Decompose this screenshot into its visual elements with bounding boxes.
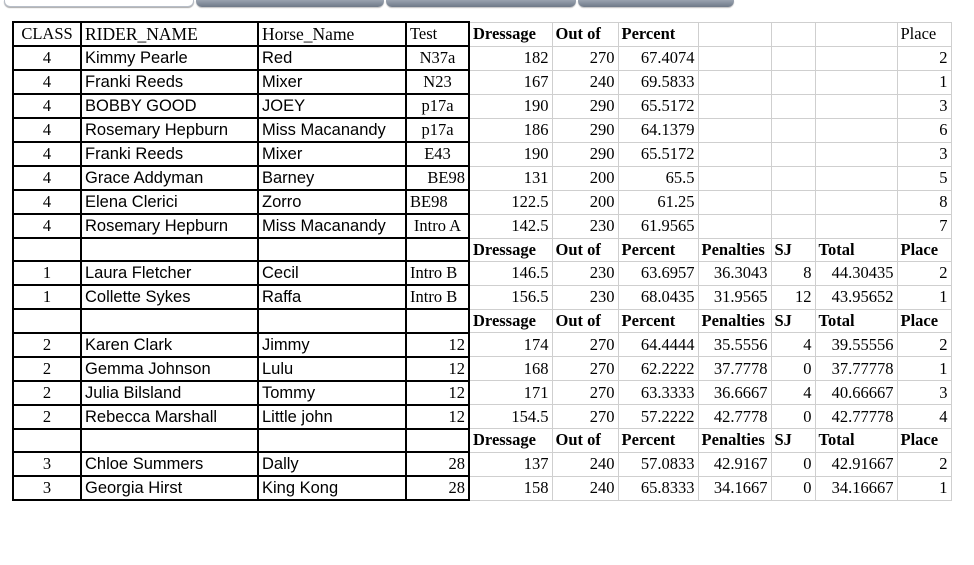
cell-sj[interactable] xyxy=(771,70,815,94)
cell-class[interactable]: 1 xyxy=(13,261,81,285)
cell-percent[interactable]: 62.2222 xyxy=(618,357,698,381)
cell-rider-name[interactable]: Elena Clerici xyxy=(81,190,258,214)
cell-penalties[interactable]: Penalties xyxy=(698,238,771,261)
cell-sj[interactable]: 4 xyxy=(771,333,815,357)
cell-out-of[interactable]: Out of xyxy=(552,238,618,261)
cell-out-of[interactable]: 290 xyxy=(552,142,618,166)
cell-place[interactable]: 3 xyxy=(897,94,951,118)
table-row xyxy=(13,285,951,309)
cell-total[interactable]: 43.95652 xyxy=(815,285,897,309)
cell-sj[interactable] xyxy=(771,118,815,142)
cell-class[interactable]: 4 xyxy=(13,94,81,118)
cell-dressage[interactable]: 182 xyxy=(469,46,552,70)
cell-rider-name[interactable]: BOBBY GOOD xyxy=(81,94,258,118)
cell-dressage[interactable]: 186 xyxy=(469,118,552,142)
cell-sj[interactable]: SJ xyxy=(771,429,815,452)
cell-test[interactable]: N23 xyxy=(406,70,469,94)
cell-dressage[interactable]: 122.5 xyxy=(469,190,552,214)
cell-out-of[interactable]: 230 xyxy=(552,261,618,285)
table-row xyxy=(13,118,951,142)
cell-sj[interactable]: 8 xyxy=(771,261,815,285)
cell-test[interactable]: 12 xyxy=(406,333,469,357)
cell-horse-name[interactable] xyxy=(258,309,406,332)
cell-place[interactable]: 5 xyxy=(897,166,951,190)
cell-class[interactable]: 2 xyxy=(13,357,81,381)
cell-dressage[interactable]: 190 xyxy=(469,142,552,166)
cell-class[interactable]: 2 xyxy=(13,381,81,405)
cell-out-of[interactable]: 230 xyxy=(552,285,618,309)
cell-test[interactable]: Test xyxy=(406,22,469,46)
cell-horse-name[interactable]: Mixer xyxy=(258,142,406,166)
cell-sj[interactable] xyxy=(771,22,815,46)
cell-place[interactable]: 3 xyxy=(897,381,951,405)
cell-rider-name[interactable] xyxy=(81,309,258,332)
cell-place[interactable]: 8 xyxy=(897,190,951,214)
cell-horse-name[interactable]: Mixer xyxy=(258,70,406,94)
cell-place[interactable]: Place xyxy=(897,429,951,452)
cell-dressage[interactable]: 137 xyxy=(469,452,552,476)
cell-horse-name[interactable]: King Kong xyxy=(258,476,406,500)
cell-total[interactable]: 44.30435 xyxy=(815,261,897,285)
cell-class[interactable]: 1 xyxy=(13,285,81,309)
cell-sj[interactable]: SJ xyxy=(771,309,815,332)
sheet-tab[interactable] xyxy=(578,0,734,7)
cell-place[interactable]: Place xyxy=(897,238,951,261)
cell-out-of[interactable]: Out of xyxy=(552,429,618,452)
cell-horse-name[interactable]: Red xyxy=(258,46,406,70)
table-row xyxy=(13,261,951,285)
cell-penalties[interactable] xyxy=(698,166,771,190)
cell-class[interactable] xyxy=(13,238,81,261)
cell-class[interactable]: 3 xyxy=(13,452,81,476)
cell-out-of[interactable]: 240 xyxy=(552,452,618,476)
cell-total[interactable] xyxy=(815,46,897,70)
cell-horse-name[interactable] xyxy=(258,238,406,261)
sheet-tab[interactable] xyxy=(386,0,576,7)
table-row xyxy=(13,142,951,166)
table-row xyxy=(13,381,951,405)
cell-out-of[interactable]: 290 xyxy=(552,118,618,142)
cell-dressage[interactable]: 167 xyxy=(469,70,552,94)
sheet-tab-strip xyxy=(0,0,974,9)
cell-class[interactable]: 4 xyxy=(13,70,81,94)
cell-class[interactable] xyxy=(13,309,81,332)
cell-penalties[interactable]: 42.7778 xyxy=(698,405,771,429)
cell-penalties[interactable]: 31.9565 xyxy=(698,285,771,309)
cell-total[interactable] xyxy=(815,22,897,46)
cell-test[interactable]: 28 xyxy=(406,452,469,476)
cell-dressage[interactable]: 171 xyxy=(469,381,552,405)
cell-horse-name[interactable]: Horse_Name xyxy=(258,22,406,46)
cell-out-of[interactable]: 270 xyxy=(552,46,618,70)
cell-percent[interactable]: 64.4444 xyxy=(618,333,698,357)
cell-sj[interactable]: 0 xyxy=(771,357,815,381)
cell-place[interactable]: 2 xyxy=(897,261,951,285)
cell-place[interactable]: 1 xyxy=(897,476,951,500)
cell-total[interactable] xyxy=(815,118,897,142)
cell-penalties[interactable] xyxy=(698,118,771,142)
cell-rider-name[interactable]: Karen Clark xyxy=(81,333,258,357)
cell-test[interactable]: 12 xyxy=(406,381,469,405)
sheet-tab[interactable] xyxy=(196,0,384,7)
cell-place[interactable]: 1 xyxy=(897,285,951,309)
cell-total[interactable]: 42.77778 xyxy=(815,405,897,429)
cell-dressage[interactable]: 142.5 xyxy=(469,214,552,238)
cell-class[interactable]: 4 xyxy=(13,190,81,214)
cell-dressage[interactable]: 156.5 xyxy=(469,285,552,309)
cell-dressage[interactable]: 190 xyxy=(469,94,552,118)
cell-place[interactable]: 1 xyxy=(897,357,951,381)
table-row xyxy=(13,405,951,429)
cell-test[interactable]: Intro B xyxy=(406,261,469,285)
cell-percent[interactable]: 65.8333 xyxy=(618,476,698,500)
cell-place[interactable]: 6 xyxy=(897,118,951,142)
cell-test[interactable] xyxy=(406,309,469,332)
cell-sj[interactable] xyxy=(771,166,815,190)
cell-horse-name[interactable]: Cecil xyxy=(258,261,406,285)
cell-total[interactable]: Total xyxy=(815,309,897,332)
cell-out-of[interactable]: Out of xyxy=(552,309,618,332)
cell-place[interactable]: 2 xyxy=(897,333,951,357)
table-row xyxy=(13,476,951,500)
cell-percent[interactable]: 61.25 xyxy=(618,190,698,214)
cell-horse-name[interactable]: Miss Macanandy xyxy=(258,214,406,238)
cell-percent[interactable]: 67.4074 xyxy=(618,46,698,70)
cell-percent[interactable]: 57.2222 xyxy=(618,405,698,429)
cell-place[interactable]: 2 xyxy=(897,46,951,70)
table-row xyxy=(13,452,951,476)
cell-out-of[interactable]: 200 xyxy=(552,190,618,214)
cell-out-of[interactable]: Out of xyxy=(552,22,618,46)
cell-rider-name[interactable]: Franki Reeds xyxy=(81,142,258,166)
cell-percent[interactable]: Percent xyxy=(618,309,698,332)
cell-sj[interactable]: 12 xyxy=(771,285,815,309)
cell-total[interactable]: Total xyxy=(815,429,897,452)
cell-percent[interactable]: 63.3333 xyxy=(618,381,698,405)
cell-rider-name[interactable] xyxy=(81,429,258,452)
cell-place[interactable]: 3 xyxy=(897,142,951,166)
cell-sj[interactable]: 0 xyxy=(771,452,815,476)
cell-dressage[interactable]: 146.5 xyxy=(469,261,552,285)
header-row xyxy=(13,309,951,332)
cell-dressage[interactable]: 154.5 xyxy=(469,405,552,429)
cell-total[interactable]: 42.91667 xyxy=(815,452,897,476)
table-row xyxy=(13,166,951,190)
cell-class[interactable]: 4 xyxy=(13,118,81,142)
cell-test[interactable]: N37a xyxy=(406,46,469,70)
cell-penalties[interactable] xyxy=(698,94,771,118)
cell-class[interactable]: CLASS xyxy=(13,22,81,46)
header-row xyxy=(13,22,951,46)
header-row xyxy=(13,238,951,261)
cell-penalties[interactable] xyxy=(698,142,771,166)
table-row xyxy=(13,70,951,94)
cell-sj[interactable] xyxy=(771,142,815,166)
cell-sj[interactable] xyxy=(771,214,815,238)
cell-horse-name[interactable]: Jimmy xyxy=(258,333,406,357)
cell-rider-name[interactable]: RIDER_NAME xyxy=(81,22,258,46)
cell-out-of[interactable]: 240 xyxy=(552,70,618,94)
cell-percent[interactable]: 61.9565 xyxy=(618,214,698,238)
table-row xyxy=(13,214,951,238)
cell-place[interactable]: 7 xyxy=(897,214,951,238)
cell-test[interactable]: 12 xyxy=(406,405,469,429)
cell-horse-name[interactable]: Little john xyxy=(258,405,406,429)
cell-test[interactable]: p17a xyxy=(406,118,469,142)
cell-test[interactable]: BE98 xyxy=(406,166,469,190)
cell-rider-name[interactable]: Rebecca Marshall xyxy=(81,405,258,429)
cell-penalties[interactable]: 36.3043 xyxy=(698,261,771,285)
table-row xyxy=(13,94,951,118)
cell-percent[interactable]: 65.5 xyxy=(618,166,698,190)
cell-dressage[interactable]: 131 xyxy=(469,166,552,190)
cell-rider-name[interactable]: Kimmy Pearle xyxy=(81,46,258,70)
cell-class[interactable]: 4 xyxy=(13,166,81,190)
cell-rider-name[interactable]: Gemma Johnson xyxy=(81,357,258,381)
cell-penalties[interactable] xyxy=(698,214,771,238)
cell-dressage[interactable]: 168 xyxy=(469,357,552,381)
cell-rider-name[interactable]: Rosemary Hepburn xyxy=(81,214,258,238)
cell-penalties[interactable]: Penalties xyxy=(698,429,771,452)
cell-sj[interactable]: 0 xyxy=(771,405,815,429)
cell-sj[interactable]: 0 xyxy=(771,476,815,500)
cell-penalties[interactable] xyxy=(698,22,771,46)
cell-total[interactable]: 40.66667 xyxy=(815,381,897,405)
cell-sj[interactable] xyxy=(771,190,815,214)
cell-horse-name[interactable]: Tommy xyxy=(258,381,406,405)
cell-rider-name[interactable]: Collette Sykes xyxy=(81,285,258,309)
table-row xyxy=(13,333,951,357)
cell-rider-name[interactable]: Georgia Hirst xyxy=(81,476,258,500)
cell-class[interactable]: 4 xyxy=(13,46,81,70)
cell-dressage[interactable]: 158 xyxy=(469,476,552,500)
cell-sj[interactable]: 4 xyxy=(771,381,815,405)
cell-out-of[interactable]: 240 xyxy=(552,476,618,500)
table-row xyxy=(13,190,951,214)
cell-penalties[interactable]: 42.9167 xyxy=(698,452,771,476)
cell-rider-name[interactable]: Julia Bilsland xyxy=(81,381,258,405)
cell-penalties[interactable]: 35.5556 xyxy=(698,333,771,357)
cell-percent[interactable]: 65.5172 xyxy=(618,142,698,166)
cell-place[interactable]: Place xyxy=(897,22,951,46)
cell-place[interactable]: 4 xyxy=(897,405,951,429)
cell-dressage[interactable]: Dressage xyxy=(469,429,552,452)
cell-test[interactable]: 12 xyxy=(406,357,469,381)
cell-total[interactable] xyxy=(815,166,897,190)
cell-penalties[interactable]: 36.6667 xyxy=(698,381,771,405)
cell-test[interactable]: 28 xyxy=(406,476,469,500)
cell-sj[interactable] xyxy=(771,94,815,118)
cell-penalties[interactable] xyxy=(698,46,771,70)
cell-place[interactable]: 2 xyxy=(897,452,951,476)
cell-penalties[interactable]: 34.1667 xyxy=(698,476,771,500)
cell-out-of[interactable]: 230 xyxy=(552,214,618,238)
cell-test[interactable] xyxy=(406,238,469,261)
cell-total[interactable]: 34.16667 xyxy=(815,476,897,500)
cell-horse-name[interactable]: Raffa xyxy=(258,285,406,309)
cell-test[interactable]: Intro A xyxy=(406,214,469,238)
cell-class[interactable]: 4 xyxy=(13,142,81,166)
cell-dressage[interactable]: Dressage xyxy=(469,309,552,332)
cell-total[interactable] xyxy=(815,70,897,94)
cell-rider-name[interactable] xyxy=(81,238,258,261)
cell-class[interactable] xyxy=(13,429,81,452)
cell-out-of[interactable]: 200 xyxy=(552,166,618,190)
cell-horse-name[interactable] xyxy=(258,429,406,452)
cell-test[interactable]: BE98 xyxy=(406,190,469,214)
cell-total[interactable] xyxy=(815,142,897,166)
cell-place[interactable]: 1 xyxy=(897,70,951,94)
cell-place[interactable]: Place xyxy=(897,309,951,332)
cell-percent[interactable]: 63.6957 xyxy=(618,261,698,285)
cell-horse-name[interactable]: Miss Macanandy xyxy=(258,118,406,142)
cell-class[interactable]: 2 xyxy=(13,405,81,429)
cell-percent[interactable]: 65.5172 xyxy=(618,94,698,118)
cell-dressage[interactable]: 174 xyxy=(469,333,552,357)
cell-out-of[interactable]: 270 xyxy=(552,405,618,429)
cell-total[interactable]: 39.55556 xyxy=(815,333,897,357)
spreadsheet-grid[interactable] xyxy=(12,21,952,501)
cell-percent[interactable]: 68.0435 xyxy=(618,285,698,309)
cell-penalties[interactable]: Penalties xyxy=(698,309,771,332)
cell-test[interactable]: p17a xyxy=(406,94,469,118)
cell-out-of[interactable]: 270 xyxy=(552,381,618,405)
cell-rider-name[interactable]: Rosemary Hepburn xyxy=(81,118,258,142)
cell-percent[interactable]: Percent xyxy=(618,429,698,452)
cell-class[interactable]: 3 xyxy=(13,476,81,500)
table-row xyxy=(13,46,951,70)
cell-test[interactable]: E43 xyxy=(406,142,469,166)
cell-percent[interactable]: Percent xyxy=(618,22,698,46)
cell-sj[interactable] xyxy=(771,46,815,70)
table-row xyxy=(13,357,951,381)
cell-total[interactable] xyxy=(815,94,897,118)
cell-percent[interactable]: 64.1379 xyxy=(618,118,698,142)
cell-total[interactable]: Total xyxy=(815,238,897,261)
cell-test[interactable]: Intro B xyxy=(406,285,469,309)
cell-penalties[interactable] xyxy=(698,190,771,214)
cell-rider-name[interactable]: Chloe Summers xyxy=(81,452,258,476)
cell-horse-name[interactable]: Dally xyxy=(258,452,406,476)
cell-out-of[interactable]: 290 xyxy=(552,94,618,118)
header-row xyxy=(13,429,951,452)
cell-percent[interactable]: 69.5833 xyxy=(618,70,698,94)
cell-dressage[interactable]: Dressage xyxy=(469,238,552,261)
cell-penalties[interactable]: 37.7778 xyxy=(698,357,771,381)
cell-total[interactable] xyxy=(815,190,897,214)
cell-rider-name[interactable]: Laura Fletcher xyxy=(81,261,258,285)
cell-out-of[interactable]: 270 xyxy=(552,333,618,357)
cell-rider-name[interactable]: Grace Addyman xyxy=(81,166,258,190)
cell-dressage[interactable]: Dressage xyxy=(469,22,552,46)
cell-test[interactable] xyxy=(406,429,469,452)
cell-sj[interactable]: SJ xyxy=(771,238,815,261)
cell-total[interactable]: 37.77778 xyxy=(815,357,897,381)
cell-class[interactable]: 2 xyxy=(13,333,81,357)
cell-total[interactable] xyxy=(815,214,897,238)
cell-percent[interactable]: Percent xyxy=(618,238,698,261)
sheet-tab-active[interactable] xyxy=(4,0,194,7)
cell-penalties[interactable] xyxy=(698,70,771,94)
cell-out-of[interactable]: 270 xyxy=(552,357,618,381)
cell-class[interactable]: 4 xyxy=(13,214,81,238)
cell-horse-name[interactable]: JOEY xyxy=(258,94,406,118)
cell-rider-name[interactable]: Franki Reeds xyxy=(81,70,258,94)
cell-percent[interactable]: 57.0833 xyxy=(618,452,698,476)
cell-horse-name[interactable]: Lulu xyxy=(258,357,406,381)
cell-horse-name[interactable]: Barney xyxy=(258,166,406,190)
cell-horse-name[interactable]: Zorro xyxy=(258,190,406,214)
